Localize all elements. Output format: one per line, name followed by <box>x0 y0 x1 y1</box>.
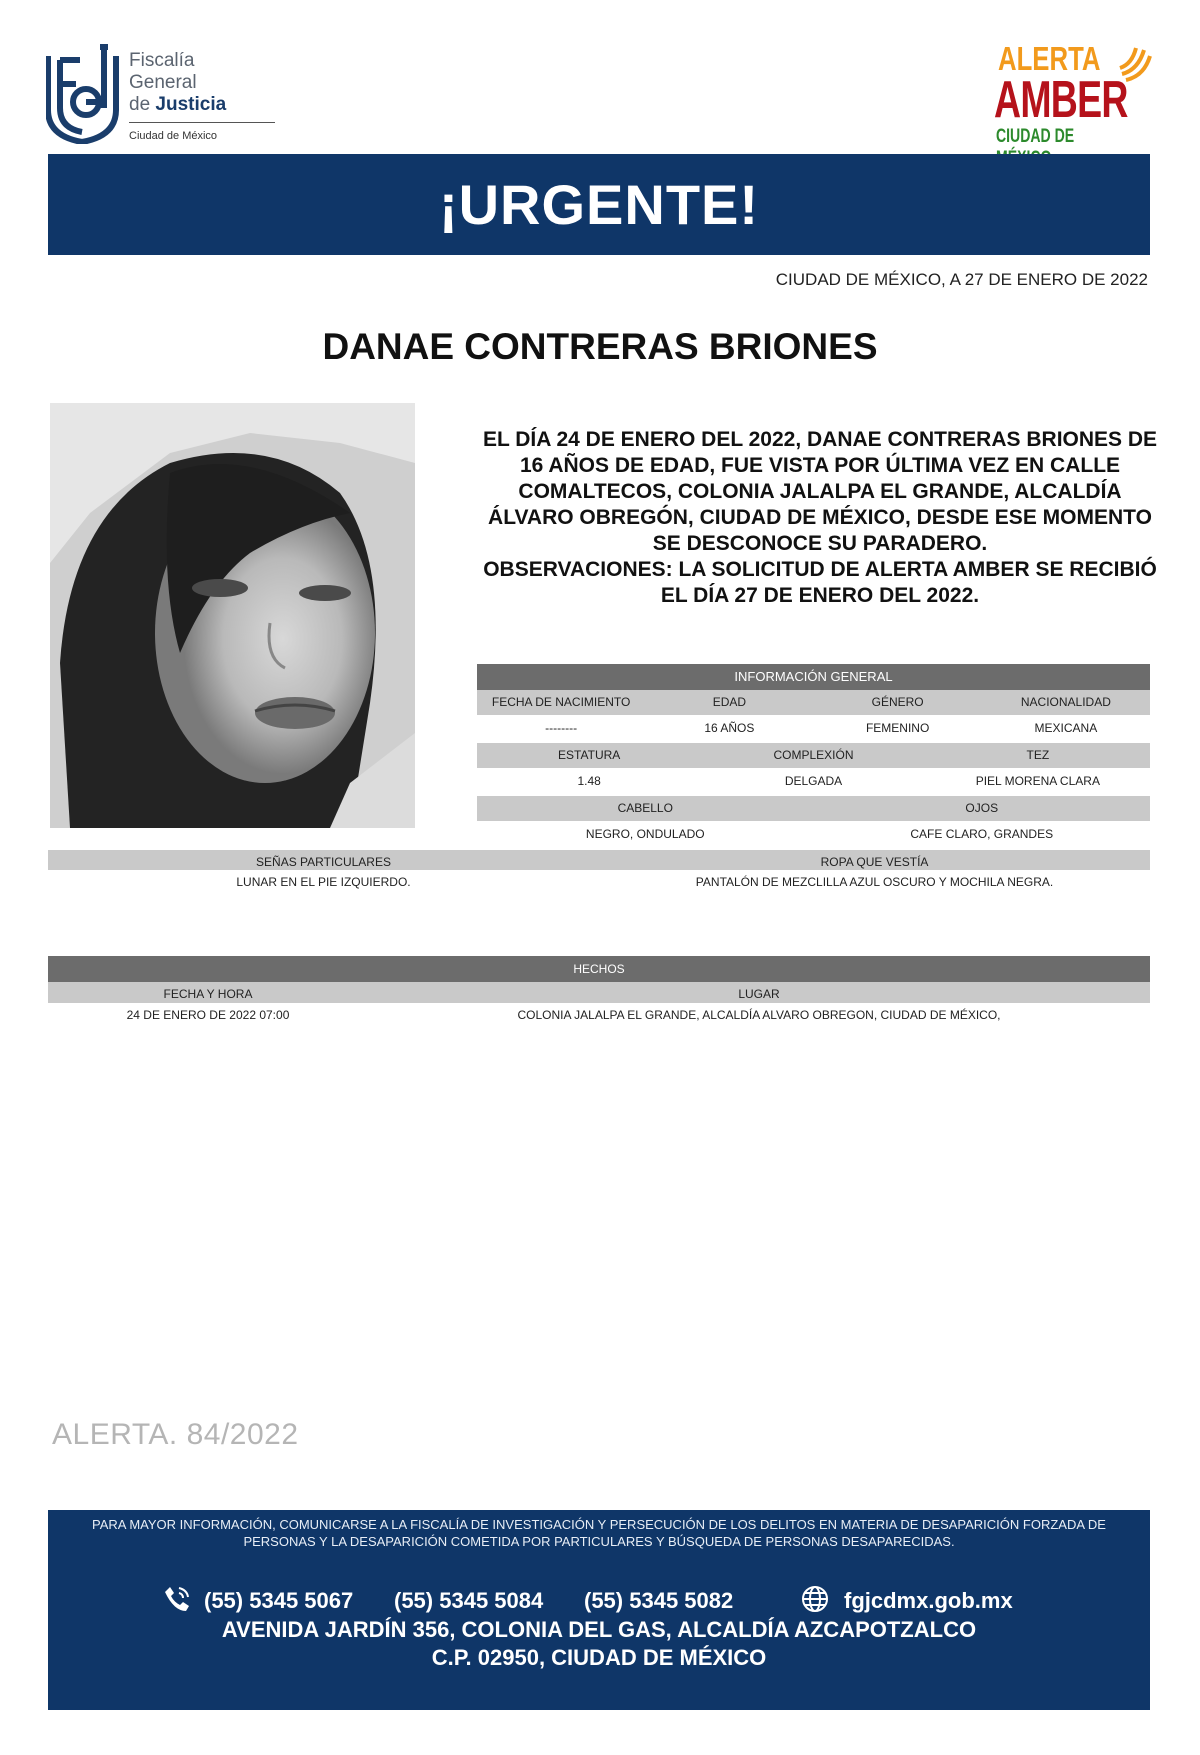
table-value: COLONIA JALALPA EL GRANDE, ALCALDÍA ALVARO OBREGON, CIUDAD DE MÉXICO, <box>517 1008 1001 1022</box>
table-label: COMPLEXIÓN <box>773 748 854 762</box>
phone-number-1[interactable]: (55) 5345 5067 <box>204 1588 354 1613</box>
amber-logo-line2: AMBER <box>994 71 1128 129</box>
info-row2-labels <box>477 743 1150 768</box>
table-label: FECHA DE NACIMIENTO <box>491 695 631 709</box>
table-value: MEXICANA <box>1034 721 1098 735</box>
amber-logo-line3: CIUDAD DE <box>996 126 1075 147</box>
address-line-1: AVENIDA JARDÍN 356, COLONIA DEL GAS, ALCALDÍA AZCAPOTZALCO <box>221 1617 977 1642</box>
fgj-divider <box>129 122 275 123</box>
hechos-header: HECHOS <box>48 956 1150 982</box>
table-label: GÉNERO <box>871 695 924 709</box>
table-value: CAFE CLARO, GRANDES <box>910 827 1054 841</box>
table-value: 1.48 <box>577 774 601 788</box>
person-name: DANAE CONTRERAS BRIONES <box>322 326 878 367</box>
date-line: CIUDAD DE MÉXICO, A 27 DE ENERO DE 2022 <box>775 270 1148 289</box>
info-row4-values <box>48 870 1150 895</box>
table-label: OJOS <box>965 801 999 815</box>
info-row3-labels <box>477 796 1150 821</box>
footer-phones <box>114 1584 1114 1614</box>
table-label: EDAD <box>712 695 747 709</box>
info-general-header: INFORMACIÓN GENERAL <box>477 664 1150 690</box>
table-value: PANTALÓN DE MEZCLILLA AZUL OSCURO Y MOCHILA NEGRA. <box>695 875 1054 889</box>
table-value: 16 AÑOS <box>704 721 755 735</box>
table-label: FECHA Y HORA <box>163 987 253 1001</box>
fgj-emblem-icon <box>46 44 120 144</box>
table-value: -------- <box>545 721 578 735</box>
footer-address <box>48 1616 1150 1672</box>
hechos-values <box>48 1003 1150 1028</box>
alert-number: ALERTA. 84/2022 <box>52 1418 299 1451</box>
footer-contact <box>48 1510 1150 1710</box>
info-row1-labels <box>477 690 1150 715</box>
fgj-city: Ciudad de México <box>129 130 218 142</box>
alerta-amber-logo <box>990 40 1150 148</box>
globe-icon <box>800 1584 830 1614</box>
table-label: TEZ <box>1026 748 1050 762</box>
fgj-name: Fiscalía General de Justicia <box>129 50 227 115</box>
missing-person-photo <box>50 403 415 828</box>
fgj-logo <box>46 44 236 146</box>
urgent-banner: ¡URGENTE! <box>48 154 1150 255</box>
phone-number-3[interactable]: (55) 5345 5082 <box>584 1588 734 1613</box>
table-label: LUGAR <box>738 987 780 1001</box>
website-link[interactable]: fgjcdmx.gob.mx <box>844 1588 1013 1613</box>
phone-icon <box>162 1584 192 1614</box>
phone-number-2[interactable]: (55) 5345 5084 <box>394 1588 544 1613</box>
footer-note: PARA MAYOR INFORMACIÓN, COMUNICARSE A LA FISCALÍA DE INVESTIGACIÓN Y PERSECUCIÓN DE LOS DELITOS EN MATERIA DE DESAPARICIÓN FORZADA DE PERSONAS Y LA DESAPARICIÓN COMETIDA POR PARTICULARES Y BÚSQUEDA DE PERSONAS DESAPARECIDAS. <box>92 1517 1106 1549</box>
table-value: FEMENINO <box>865 721 930 735</box>
case-description <box>480 427 1160 609</box>
table-label: ESTATURA <box>558 748 621 762</box>
observations: OBSERVACIONES: LA SOLICITUD DE ALERTA AMBER SE RECIBIÓ EL DÍA 27 DE ENERO DEL 2022. <box>483 558 1157 607</box>
table-value: PIEL MORENA CLARA <box>975 774 1100 788</box>
address-line-2: C.P. 02950, CIUDAD DE MÉXICO <box>431 1645 767 1670</box>
info-row3-values <box>477 822 1150 847</box>
info-row2-values <box>477 769 1150 794</box>
amber-logo-line1: ALERTA <box>998 40 1101 77</box>
table-value: LUNAR EN EL PIE IZQUIERDO. <box>236 875 411 889</box>
info-row1-values <box>477 716 1150 741</box>
table-value: 24 DE ENERO DE 2022 07:00 <box>126 1008 290 1022</box>
description-paragraph: EL DÍA 24 DE ENERO DEL 2022, DANAE CONTRERAS BRIONES DE 16 AÑOS DE EDAD, FUE VISTA POR ÚLTIMA VEZ EN CALLE COMALTECOS, COLONIA JALALPA EL GRANDE, ALCALDÍA ÁLVARO OBREGÓN, CIUDAD DE MÉXICO, DESDE ESE MOMENTO SE DESCONOCE SU PARADERO. <box>482 428 1158 555</box>
table-label: NACIONALIDAD <box>1020 695 1111 709</box>
table-value: DELGADA <box>784 774 843 788</box>
table-label: ROPA QUE VESTÍA <box>820 855 929 869</box>
table-label: CABELLO <box>617 801 673 815</box>
table-value: NEGRO, ONDULADO <box>585 827 705 841</box>
table-label: SEÑAS PARTICULARES <box>256 855 391 869</box>
